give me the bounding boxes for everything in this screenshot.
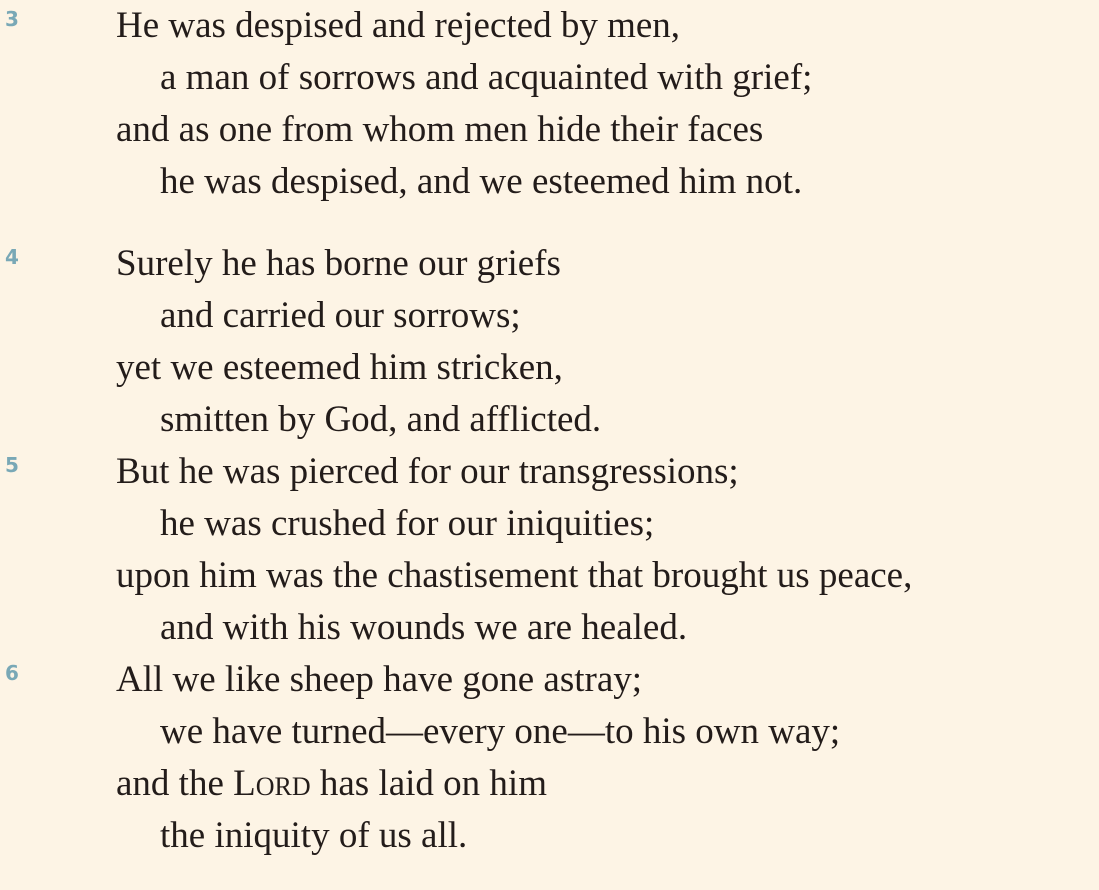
verse-line-start: and the xyxy=(116,763,234,804)
stanza-1 xyxy=(0,0,1099,208)
verse-line: the iniquity of us all. xyxy=(160,815,468,856)
verse-number: 3 xyxy=(5,7,19,31)
verse-line: But he was pierced for our transgressions; xyxy=(116,451,739,492)
verse-number: 6 xyxy=(5,661,19,685)
verse-number: 4 xyxy=(5,245,19,269)
verse-line: All we like sheep have gone astray; xyxy=(116,659,643,700)
divine-name: Lord xyxy=(233,763,311,804)
verse-6 xyxy=(0,654,1099,862)
verse-5 xyxy=(0,446,1099,654)
verse-number: 5 xyxy=(5,453,19,477)
verse-line-with-lord xyxy=(0,758,1099,810)
verse-line: He was despised and rejected by men, xyxy=(116,5,681,46)
verse-line-end: has laid on him xyxy=(310,763,547,804)
verse-line: and carried our sorrows; xyxy=(160,295,521,336)
stanza-2 xyxy=(0,238,1099,862)
verse-line: yet we esteemed him stricken, xyxy=(116,347,563,388)
verse-line: and as one from whom men hide their faces xyxy=(116,109,764,150)
verse-line: and with his wounds we are healed. xyxy=(160,607,688,648)
verse-line: smitten by God, and afflicted. xyxy=(160,399,602,440)
verse-line: he was crushed for our iniquities; xyxy=(160,503,655,544)
verse-line: he was despised, and we esteemed him not. xyxy=(160,161,803,202)
verse-line: upon him was the chastisement that brought us peace, xyxy=(116,555,913,596)
verse-3 xyxy=(0,0,1099,208)
verse-line: a man of sorrows and acquainted with grief; xyxy=(160,57,813,98)
verse-line: Surely he has borne our griefs xyxy=(116,243,561,284)
verse-line: we have turned—every one—to his own way; xyxy=(160,711,841,752)
verse-4 xyxy=(0,238,1099,446)
